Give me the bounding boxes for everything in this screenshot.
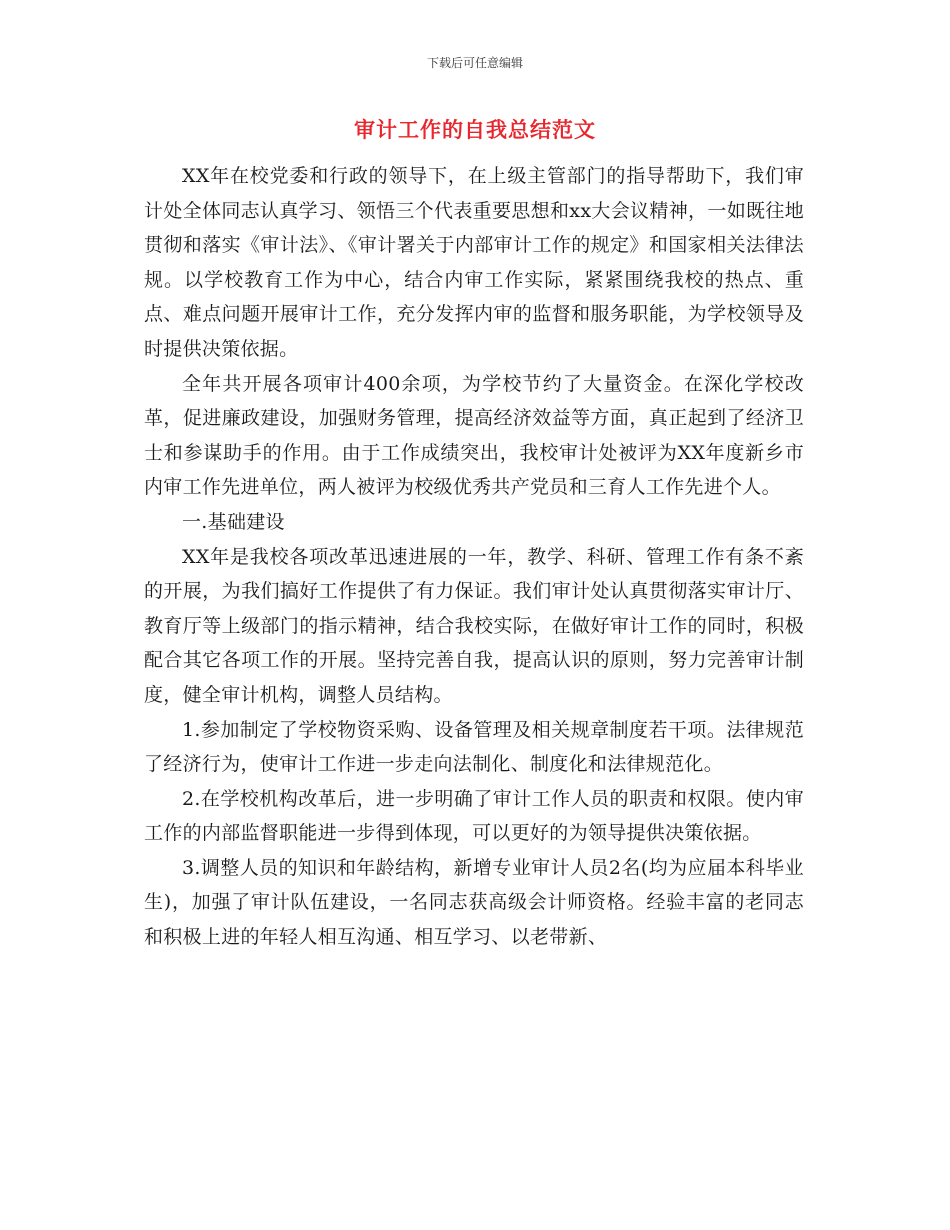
list-item-3: 3.调整人员的知识和年龄结构，新增专业审计人员2名(均为应届本科毕业生)，加强了审计队伍建设，一名同志获高级会计师资格。经验丰富的老同志和积极上进的年轻人相互沟通、相互学习、以老带新、	[144, 856, 804, 949]
list-item-2: 2.在学校机构改革后，进一步明确了审计工作人员的职责和权限。使内审工作的内部监督职能进一步得到体现，可以更好的为领导提供决策依据。	[144, 787, 804, 845]
list-item-1: 1.参加制定了学校物资采购、设备管理及相关规章制度若干项。法律规范了经济行为，使审计工作进一步走向法制化、制度化和法律规范化。	[144, 718, 804, 776]
paragraph-foundation: XX年是我校各项改革迅速进展的一年，教学、科研、管理工作有条不紊的开展，为我们搞好工作提供了有力保证。我们审计处认真贯彻落实审计厅、教育厅等上级部门的指示精神，结合我校实际，在做好审计工作的同时，积极配合其它各项工作的开展。坚持完善自我，提高认识的原则，努力完善审计制度，健全审计机构，调整人员结构。	[144, 545, 804, 706]
paragraph-intro: XX年在校党委和行政的领导下，在上级主管部门的指导帮助下，我们审计处全体同志认真学习、领悟三个代表重要思想和xx大会议精神，一如既往地贯彻和落实《审计法》、《审计署关于内部审计工作的规定》和国家相关法律法规。以学校教育工作为中心，结合内审工作实际，紧紧围绕我校的热点、重点、难点问题开展审计工作，充分发挥内审的监督和服务职能，为学校领导及时提供决策依据。	[144, 165, 804, 360]
document-body	[144, 159, 804, 955]
header-note: 下载后可任意编辑	[426, 56, 523, 70]
paragraph-summary: 全年共开展各项审计400余项，为学校节约了大量资金。在深化学校改革，促进廉政建设，加强财务管理，提高经济效益等方面，真正起到了经济卫士和参谋助手的作用。由于工作成绩突出，我校审计处被评为XX年度新乡市内审工作先进单位，两人被评为校级优秀共产党员和三育人工作先进个人。	[144, 372, 804, 499]
section-heading: 一.基础建设	[182, 510, 285, 533]
document-title: 审计工作的自我总结范文	[354, 118, 596, 142]
